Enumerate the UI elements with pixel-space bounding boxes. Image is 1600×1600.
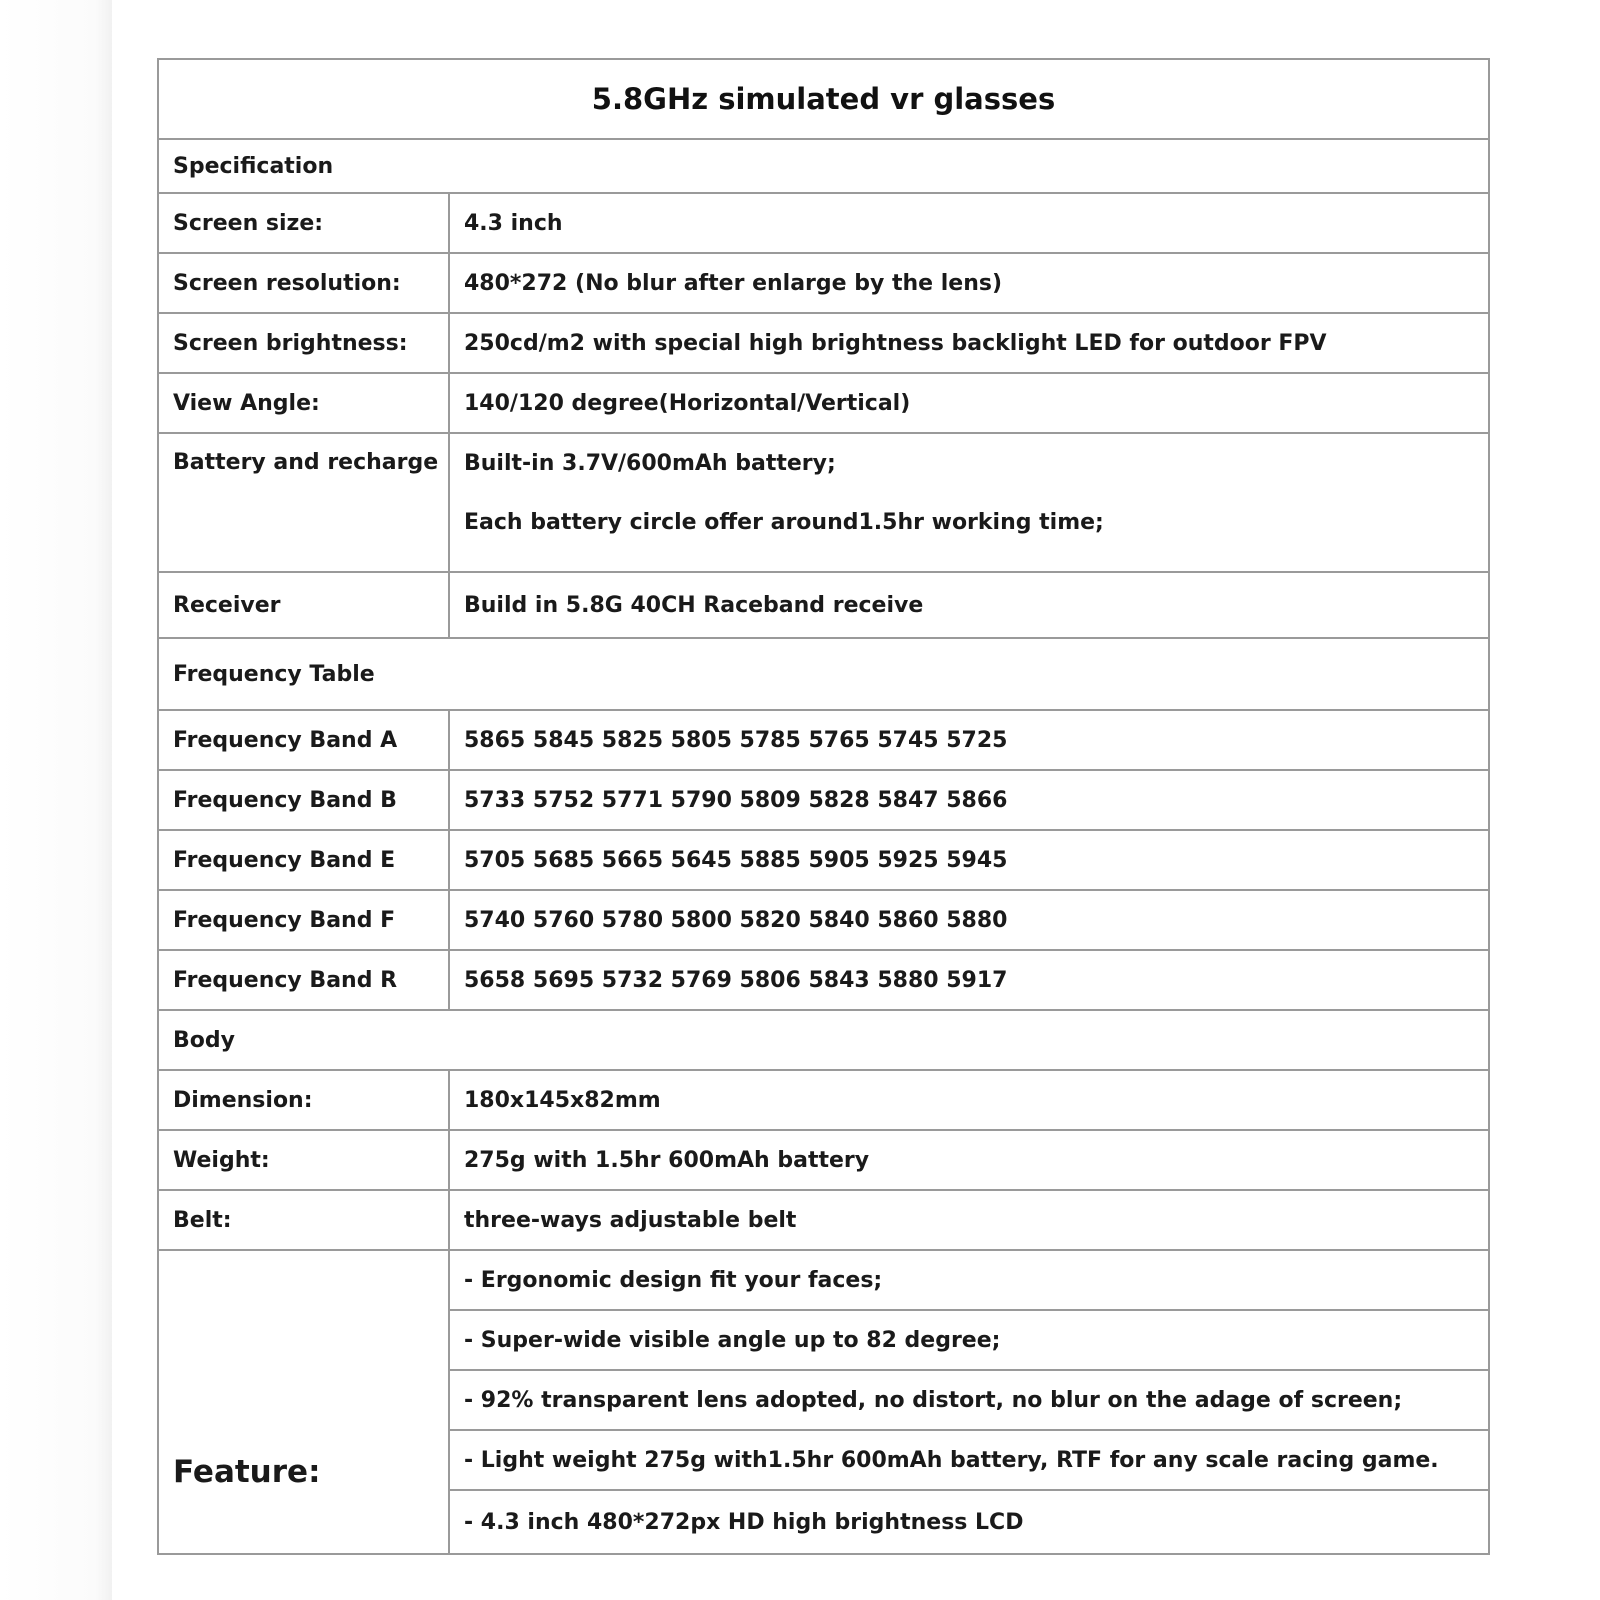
row-label: Frequency Band F [159, 891, 450, 949]
feature-item: - Light weight 275g with1.5hr 600mAh battery, RTF for any scale racing game. [450, 1431, 1488, 1491]
spec-row-receiver [159, 573, 1488, 639]
spec-row-screen-brightness [159, 314, 1488, 374]
row-label: Frequency Band A [159, 711, 450, 769]
title-row [159, 60, 1488, 140]
spec-row-screen-size [159, 194, 1488, 254]
row-label: Screen resolution: [159, 254, 450, 312]
row-value: 5705 5685 5665 5645 5885 5905 5925 5945 [464, 847, 1008, 873]
feature-row [159, 1251, 1488, 1553]
section-frequency-table [159, 639, 1488, 711]
row-label: Frequency Band B [159, 771, 450, 829]
row-label: Screen brightness: [159, 314, 450, 372]
row-label: View Angle: [159, 374, 450, 432]
feature-item: - Ergonomic design fit your faces; [450, 1251, 1488, 1311]
page-title: 5.8GHz simulated vr glasses [591, 82, 1056, 116]
frequency-row-r [159, 951, 1488, 1011]
frequency-row-f [159, 891, 1488, 951]
battery-line-1: Built-in 3.7V/600mAh battery; [464, 451, 836, 476]
row-label: Dimension: [159, 1071, 450, 1129]
row-value: 5733 5752 5771 5790 5809 5828 5847 5866 [464, 787, 1008, 813]
row-label: Battery and recharge [159, 434, 450, 571]
spec-row-view-angle [159, 374, 1488, 434]
feature-item: - 92% transparent lens adopted, no distort, no blur on the adage of screen; [450, 1371, 1488, 1431]
frequency-row-b [159, 771, 1488, 831]
page-margin-shadow [0, 0, 112, 1600]
row-value: 5658 5695 5732 5769 5806 5843 5880 5917 [464, 967, 1008, 993]
row-label: Belt: [159, 1191, 450, 1249]
row-value: 250cd/m2 with special high brightness backlight LED for outdoor FPV [464, 330, 1327, 356]
spec-sheet-table [157, 58, 1490, 1555]
spec-row-screen-resolution [159, 254, 1488, 314]
feature-item: - Super-wide visible angle up to 82 degree; [450, 1311, 1488, 1371]
feature-item: - 4.3 inch 480*272px HD high brightness LCD [464, 1509, 1024, 1535]
section-heading: Body [173, 1027, 235, 1053]
row-label: Frequency Band E [159, 831, 450, 889]
row-value: 5740 5760 5780 5800 5820 5840 5860 5880 [464, 907, 1008, 933]
row-value: three-ways adjustable belt [464, 1207, 797, 1233]
frequency-row-e [159, 831, 1488, 891]
battery-line-2: Each battery circle offer around1.5hr working time; [464, 510, 1104, 535]
row-value [450, 434, 1488, 571]
section-heading: Frequency Table [173, 661, 375, 687]
row-value: 140/120 degree(Horizontal/Vertical) [464, 390, 911, 416]
row-label: Frequency Band R [159, 951, 450, 1009]
row-value: 5865 5845 5825 5805 5785 5765 5745 5725 [464, 727, 1008, 753]
frequency-row-a [159, 711, 1488, 771]
row-value: 275g with 1.5hr 600mAh battery [464, 1147, 870, 1173]
row-value: 4.3 inch [464, 210, 563, 236]
body-row-dimension [159, 1071, 1488, 1131]
row-label: Receiver [159, 573, 450, 637]
spec-row-battery [159, 434, 1488, 573]
feature-list [450, 1251, 1488, 1553]
section-specification [159, 140, 1488, 194]
row-value: Build in 5.8G 40CH Raceband receive [464, 592, 924, 618]
row-value: 180x145x82mm [464, 1087, 661, 1113]
row-value: 480*272 (No blur after enlarge by the lens) [464, 270, 1003, 296]
section-body [159, 1011, 1488, 1071]
row-label: Screen size: [159, 194, 450, 252]
section-heading: Specification [173, 153, 334, 179]
body-row-weight [159, 1131, 1488, 1191]
feature-label: Feature: [159, 1251, 450, 1553]
body-row-belt [159, 1191, 1488, 1251]
row-label: Weight: [159, 1131, 450, 1189]
